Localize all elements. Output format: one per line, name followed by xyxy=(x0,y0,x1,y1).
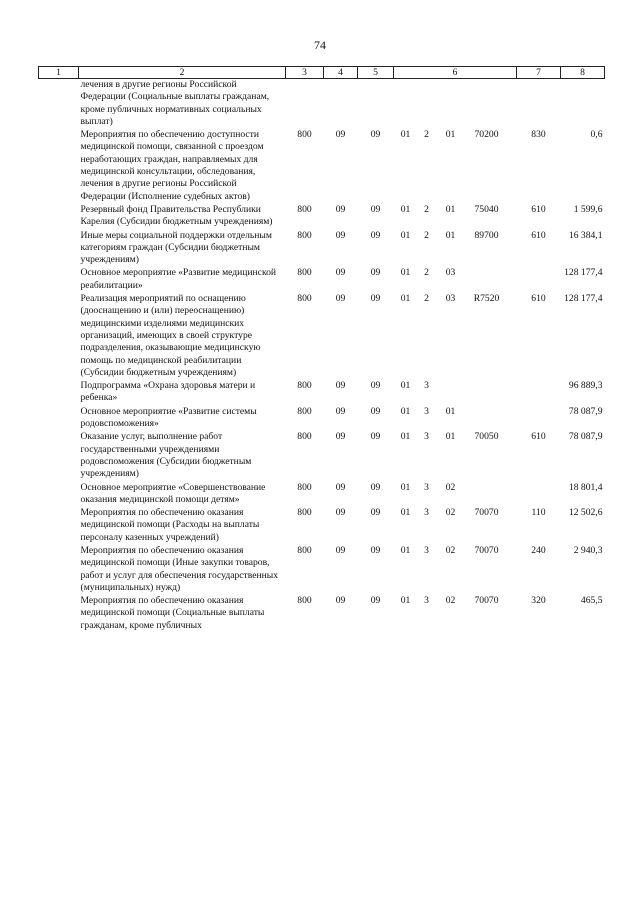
target-article-part-1: 01 xyxy=(400,405,411,417)
row-col-1 xyxy=(39,129,79,204)
row-section-code: 09 xyxy=(335,267,346,279)
target-article-part-1: 01 xyxy=(400,544,411,556)
table-row xyxy=(39,380,605,406)
target-article-part-3: 02 xyxy=(445,544,456,556)
row-amount: 16 384,1 xyxy=(568,229,603,241)
row-amount: 78 087,9 xyxy=(568,405,603,417)
row-name: Основное мероприятие «Совершенствование оказания медицинской помощи детям» xyxy=(80,481,266,505)
target-article-parts xyxy=(394,507,517,519)
target-article-part-2: 3 xyxy=(424,405,429,417)
target-article-part-1: 01 xyxy=(400,293,411,305)
row-subsection-code: 09 xyxy=(370,544,381,556)
row-expense-type: 610 xyxy=(531,229,546,241)
row-admin-code: 800 xyxy=(297,544,312,556)
row-amount: 128 177,4 xyxy=(564,267,603,279)
row-col-1 xyxy=(39,380,79,406)
row-name: Реализация мероприятий по оснащению (дооснащению и (или) переоснащению) медицинскими изделиями медицинских организаций, имеющих в своей структуре подразделения, оказывающие медицинскую помощь по медицинской реабилитации (Субсидии бюджетным учреждениям) xyxy=(80,293,261,378)
row-admin-code xyxy=(286,79,324,130)
target-article-part-2: 2 xyxy=(424,229,429,241)
table-row xyxy=(39,293,605,380)
table-row xyxy=(39,204,605,230)
row-name: Резервный фонд Правительства Республики Карелия (Субсидии бюджетным учреждениям) xyxy=(80,203,273,228)
target-article-part-4 xyxy=(466,267,508,279)
row-subsection-code: 09 xyxy=(370,507,381,519)
row-subsection-code: 09 xyxy=(370,229,381,241)
target-article-part-1: 01 xyxy=(400,267,411,279)
row-name: Мероприятия по обеспечению оказания медицинской помощи (Иные закупки товаров, работ и услуг для обеспечения государственных (муниципальных) нужд) xyxy=(80,544,278,593)
target-article-part-2: 2 xyxy=(424,293,429,305)
header-col-8: 8 xyxy=(561,67,605,79)
row-col-1 xyxy=(39,507,79,545)
row-subsection-code: 09 xyxy=(370,293,381,305)
row-name: Мероприятия по обеспечению оказания медицинской помощи (Расходы на выплаты персоналу казенных учреждений) xyxy=(80,507,260,543)
table-row xyxy=(39,595,605,633)
row-subsection-code: 09 xyxy=(370,203,381,215)
row-section-code: 09 xyxy=(335,229,346,241)
row-target-article xyxy=(394,545,517,595)
row-target-article xyxy=(394,380,517,406)
row-section-code: 09 xyxy=(335,405,346,417)
header-col-6: 6 xyxy=(394,67,517,79)
table-row xyxy=(39,507,605,545)
row-section-code: 09 xyxy=(335,129,346,141)
row-expense-type: 610 xyxy=(531,203,546,215)
row-section-code: 09 xyxy=(335,507,346,519)
row-amount: 1 599,6 xyxy=(573,203,603,215)
row-admin-code: 800 xyxy=(297,293,312,305)
table-row xyxy=(39,545,605,595)
row-expense-type xyxy=(517,380,561,406)
row-admin-code: 800 xyxy=(297,507,312,519)
row-col-1 xyxy=(39,293,79,380)
target-article-part-3: 03 xyxy=(445,267,456,279)
row-col-1 xyxy=(39,204,79,230)
row-col-1 xyxy=(39,79,79,130)
target-article-part-4: 70070 xyxy=(474,507,499,519)
row-amount: 2 940,3 xyxy=(573,544,603,556)
table-row xyxy=(39,267,605,293)
target-article-part-3: 01 xyxy=(445,229,456,241)
row-section-code: 09 xyxy=(335,380,346,392)
target-article-part-3: 01 xyxy=(445,431,456,443)
target-article-part-3: 01 xyxy=(445,129,456,141)
row-target-article xyxy=(394,79,517,130)
header-col-1: 1 xyxy=(39,67,79,79)
row-target-article xyxy=(394,204,517,230)
row-target-article xyxy=(394,482,517,508)
table-row xyxy=(39,129,605,204)
target-article-part-3: 02 xyxy=(445,595,456,607)
row-target-article xyxy=(394,595,517,633)
row-name: лечения в другие регионы Российской Федерации (Социальные выплаты гражданам, кроме публичных нормативных социальных выплат) xyxy=(80,79,270,127)
row-name: Мероприятия по обеспечению оказания медицинской помощи (Социальные выплаты гражданам, кроме публичных xyxy=(80,595,265,631)
row-amount: 78 087,9 xyxy=(568,431,603,443)
row-name: Подпрограмма «Охрана здоровья матери и ребенка» xyxy=(80,380,256,404)
target-article-parts xyxy=(394,482,517,494)
target-article-part-2: 3 xyxy=(424,481,429,493)
row-name: Мероприятия по обеспечению доступности медицинской помощи, связанной с проездом неработающих граждан, направляемых для медицинской консультации, обследования, лечения в другие регионы Российской Федерации (Исполнение судебных актов) xyxy=(80,129,264,202)
row-target-article xyxy=(394,230,517,268)
target-article-part-3: 01 xyxy=(445,405,456,417)
target-article-part-3: 01 xyxy=(445,203,456,215)
row-col-1 xyxy=(39,406,79,432)
row-amount: 96 889,3 xyxy=(568,380,603,392)
table-body xyxy=(39,79,605,634)
row-col-1 xyxy=(39,267,79,293)
header-col-3: 3 xyxy=(286,67,324,79)
row-target-article xyxy=(394,406,517,432)
target-article-parts xyxy=(394,406,517,418)
row-amount xyxy=(561,79,605,130)
table-row xyxy=(39,79,605,130)
target-article-part-3: 02 xyxy=(445,481,456,493)
row-col-1 xyxy=(39,230,79,268)
target-article-part-4 xyxy=(466,482,508,494)
row-target-article xyxy=(394,129,517,204)
table-row xyxy=(39,230,605,268)
row-expense-type: 610 xyxy=(531,293,546,305)
target-article-part-4: 89700 xyxy=(474,229,499,241)
row-expense-type: 610 xyxy=(531,431,546,443)
page-number: 74 xyxy=(314,38,326,52)
row-subsection-code: 09 xyxy=(370,267,381,279)
target-article-parts xyxy=(394,431,517,443)
row-col-1 xyxy=(39,545,79,595)
row-admin-code: 800 xyxy=(297,481,312,493)
header-col-2: 2 xyxy=(79,67,286,79)
row-subsection-code: 09 xyxy=(370,129,381,141)
row-amount: 465,5 xyxy=(580,595,603,607)
table-row xyxy=(39,431,605,481)
target-article-part-3: 02 xyxy=(445,507,456,519)
row-expense-type: 830 xyxy=(531,129,546,141)
row-amount: 0,6 xyxy=(590,129,603,141)
row-expense-type: 240 xyxy=(531,544,546,556)
row-admin-code: 800 xyxy=(297,595,312,607)
target-article-part-2: 2 xyxy=(424,267,429,279)
row-amount: 18 801,4 xyxy=(568,481,603,493)
row-subsection-code: 09 xyxy=(370,481,381,493)
target-article-part-2: 3 xyxy=(424,595,429,607)
target-article-part-2: 3 xyxy=(424,507,429,519)
row-name: Основное мероприятие «Развитие системы родовспоможения» xyxy=(80,405,257,430)
target-article-part-3: 03 xyxy=(445,293,456,305)
row-name: Оказание услуг, выполнение работ государственными учреждениями родовспоможения (Субсидии бюджетным учреждениям) xyxy=(80,431,252,480)
row-expense-type xyxy=(517,406,561,432)
row-subsection-code xyxy=(358,79,394,130)
budget-table xyxy=(38,66,605,633)
target-article-parts xyxy=(394,545,517,557)
row-section-code: 09 xyxy=(335,431,346,443)
row-admin-code: 800 xyxy=(297,380,312,392)
target-article-part-1: 01 xyxy=(400,229,411,241)
header-col-5: 5 xyxy=(358,67,394,79)
target-article-part-2: 3 xyxy=(424,431,429,443)
row-target-article xyxy=(394,293,517,380)
target-article-parts xyxy=(394,293,517,305)
target-article-part-1: 01 xyxy=(400,507,411,519)
row-name: Иные меры социальной поддержки отдельным категориям граждан (Субсидии бюджетным учреждениям) xyxy=(80,229,272,266)
row-target-article xyxy=(394,507,517,545)
row-subsection-code: 09 xyxy=(370,595,381,607)
target-article-part-4: 70070 xyxy=(474,595,499,607)
row-section-code: 09 xyxy=(335,293,346,305)
target-article-part-1: 01 xyxy=(400,481,411,493)
header-col-7: 7 xyxy=(517,67,561,79)
target-article-parts xyxy=(394,204,517,216)
row-admin-code: 800 xyxy=(297,203,312,215)
row-admin-code: 800 xyxy=(297,267,312,279)
target-article-part-2: 3 xyxy=(424,544,429,556)
row-admin-code: 800 xyxy=(297,129,312,141)
row-subsection-code: 09 xyxy=(370,431,381,443)
target-article-part-4: 70050 xyxy=(474,431,499,443)
target-article-parts xyxy=(394,129,517,141)
target-article-part-4: 75040 xyxy=(474,203,499,215)
row-target-article xyxy=(394,267,517,293)
target-article-part-2: 3 xyxy=(424,380,429,392)
row-admin-code: 800 xyxy=(297,405,312,417)
row-section-code: 09 xyxy=(335,481,346,493)
row-target-article xyxy=(394,431,517,481)
row-col-1 xyxy=(39,595,79,633)
target-article-part-4 xyxy=(466,380,508,392)
row-name: Основное мероприятие «Развитие медицинской реабилитации» xyxy=(80,267,277,291)
target-article-part-1: 01 xyxy=(400,380,411,392)
target-article-parts xyxy=(394,595,517,607)
row-section-code xyxy=(324,79,358,130)
header-col-4: 4 xyxy=(324,67,358,79)
target-article-parts xyxy=(394,380,517,392)
row-subsection-code: 09 xyxy=(370,405,381,417)
target-article-part-2: 2 xyxy=(424,203,429,215)
row-amount: 128 177,4 xyxy=(564,293,603,305)
row-expense-type xyxy=(517,482,561,508)
row-amount: 12 502,6 xyxy=(568,507,603,519)
target-article-parts xyxy=(394,267,517,279)
row-section-code: 09 xyxy=(335,544,346,556)
table-row xyxy=(39,482,605,508)
row-expense-type: 110 xyxy=(531,507,546,519)
target-article-part-4 xyxy=(466,406,508,418)
row-expense-type xyxy=(517,79,561,130)
target-article-part-1: 01 xyxy=(400,431,411,443)
row-subsection-code: 09 xyxy=(370,380,381,392)
row-col-1 xyxy=(39,431,79,481)
target-article-part-4: R7520 xyxy=(473,293,500,305)
target-article-part-1: 01 xyxy=(400,129,411,141)
row-section-code: 09 xyxy=(335,203,346,215)
table-header xyxy=(39,67,605,79)
target-article-parts xyxy=(394,230,517,242)
target-article-part-2: 2 xyxy=(424,129,429,141)
target-article-part-1: 01 xyxy=(400,595,411,607)
target-article-part-4: 70070 xyxy=(474,544,499,556)
target-article-part-4: 70200 xyxy=(474,129,499,141)
row-expense-type: 320 xyxy=(531,595,546,607)
row-expense-type xyxy=(517,267,561,293)
row-admin-code: 800 xyxy=(297,229,312,241)
header-row xyxy=(39,67,605,79)
row-admin-code: 800 xyxy=(297,431,312,443)
table-row xyxy=(39,406,605,432)
target-article-part-1: 01 xyxy=(400,203,411,215)
target-article-part-3 xyxy=(436,380,466,392)
row-col-1 xyxy=(39,482,79,508)
row-section-code: 09 xyxy=(335,595,346,607)
